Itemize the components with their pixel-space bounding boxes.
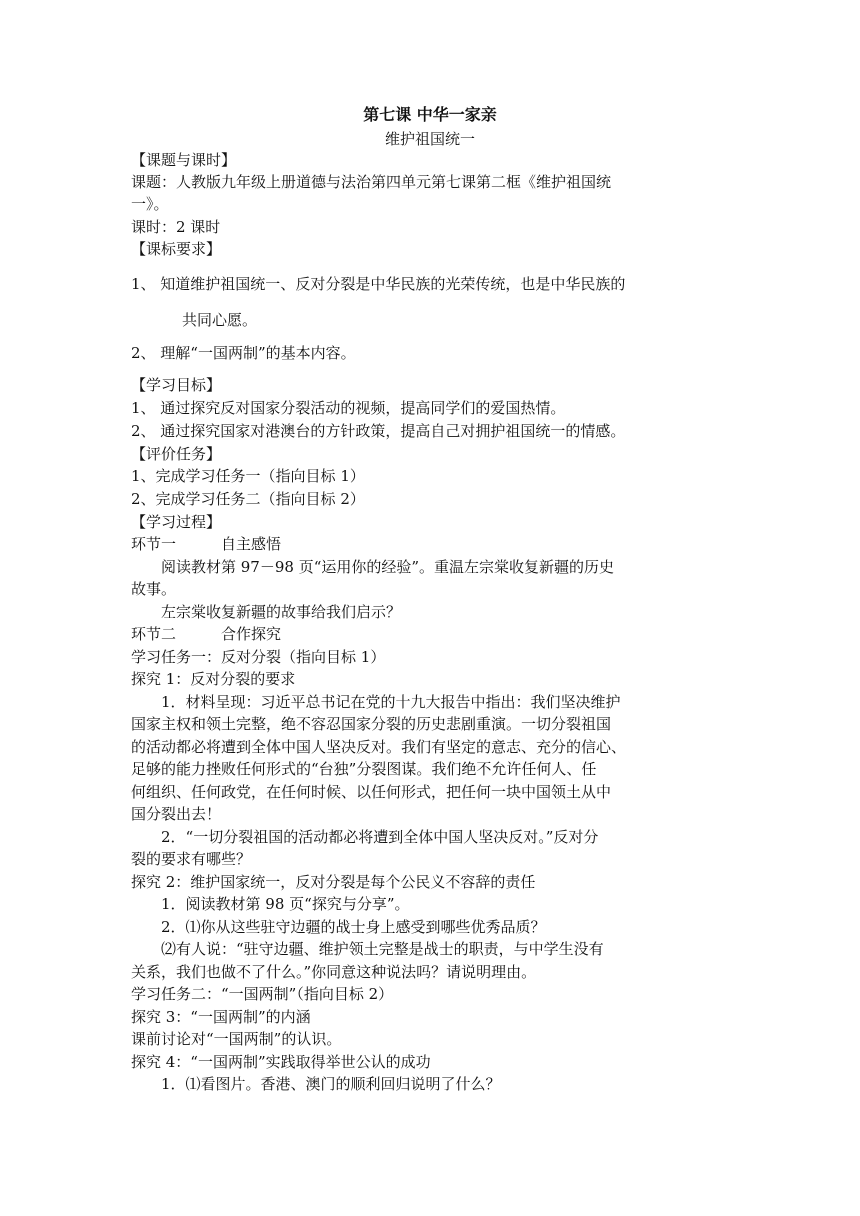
standard-item-cont: 共同心愿。 [182, 311, 258, 329]
goals-header: 【学习目标】 [131, 376, 222, 394]
standard-item: 1、 知道维护祖国统一、反对分裂是中华民族的光荣传统，也是中华民族的 [131, 275, 626, 293]
task-heading: 学习任务二：“一国两制”（指向目标 2） [131, 985, 394, 1003]
task-heading: 学习任务一：反对分裂（指向目标 1） [131, 648, 386, 666]
step-label: 环节二 [131, 625, 177, 643]
standard-item: 2、 理解“一国两制”的基本内容。 [131, 344, 356, 362]
question-line: ⑵有人说：“驻守边疆、维护领土完整是战士的职责，与中学生没有 [161, 940, 604, 958]
process-header: 【学习过程】 [131, 513, 222, 531]
question-line: 2．⑴你从这些驻守边疆的战士身上感受到哪些优秀品质？ [161, 918, 546, 936]
paragraph-line: 故事。 [131, 580, 177, 598]
periods-line: 课时：2 课时 [131, 218, 221, 236]
doc-title: 第七课 中华一家亲 [363, 105, 497, 124]
eval-item: 2、完成学习任务二（指向目标 2） [131, 490, 365, 508]
material-line: 1．材料呈现：习近平总书记在党的十九大报告中指出：我们坚决维护 [161, 693, 621, 711]
eval-header: 【评价任务】 [131, 445, 222, 463]
standards-header: 【课标要求】 [131, 240, 222, 258]
question-line: 1．⑴看图片。香港、澳门的顺利回归说明了什么？ [161, 1075, 501, 1093]
question-line: 左宗棠收复新疆的故事给我们启示？ [161, 603, 402, 621]
goal-item: 1、 通过探究反对国家分裂活动的视频，提高同学们的爱国热情。 [131, 399, 566, 417]
question-line: 2．“一切分裂祖国的活动都必将遭到全体中国人坚决反对。”反对分 [161, 828, 599, 846]
paragraph-line: 课前讨论对“一国两制”的认识。 [131, 1030, 342, 1048]
material-line: 国分裂出去！ [131, 805, 222, 823]
doc-subtitle: 维护祖国统一 [384, 130, 475, 148]
step-name: 自主感悟 [221, 535, 282, 553]
material-line: 国家主权和领土完整，绝不容忍国家分裂的历史悲剧重演。一切分裂祖国 [131, 715, 612, 733]
step-label: 环节一 [131, 535, 177, 553]
inquiry-heading: 探究 2：维护国家统一，反对分裂是每个公民义不容辞的责任 [131, 873, 536, 891]
step-name: 合作探究 [221, 625, 282, 643]
goal-item: 2、 通过探究国家对港澳台的方针政策，提高自己对拥护祖国统一的情感。 [131, 422, 626, 440]
step-heading [131, 533, 731, 555]
topic-line: 一》。 [131, 195, 169, 213]
inquiry-heading: 探究 3：“一国两制”的内涵 [131, 1008, 311, 1026]
inquiry-heading: 探究 4：“一国两制”实践取得举世公认的成功 [131, 1053, 431, 1071]
material-line: 足够的能力挫败任何形式的“台独”分裂图谋。我们绝不允许任何人、任 [131, 760, 597, 778]
question-line: 1．阅读教材第 98 页“探究与分享”。 [161, 895, 410, 913]
paragraph-line: 阅读教材第 97－98 页“运用你的经验”。重温左宗棠收复新疆的历史 [161, 558, 615, 576]
step-heading [131, 623, 731, 645]
eval-item: 1、完成学习任务一（指向目标 1） [131, 467, 365, 485]
question-line: 关系，我们也做不了什么。”你同意这种说法吗？请说明理由。 [131, 963, 537, 981]
material-line: 何组织、任何政党，在任何时候、以任何形式，把任何一块中国领土从中 [131, 783, 612, 801]
topic-header: 【课题与课时】 [131, 151, 237, 169]
material-line: 的活动都必将遭到全体中国人坚决反对。我们有坚定的意志、充分的信心、 [131, 738, 627, 756]
question-line: 裂的要求有哪些？ [131, 850, 252, 868]
topic-line: 课题：人教版九年级上册道德与法治第四单元第七课第二框《维护祖国统 [131, 173, 612, 191]
inquiry-heading: 探究 1：反对分裂的要求 [131, 670, 296, 688]
